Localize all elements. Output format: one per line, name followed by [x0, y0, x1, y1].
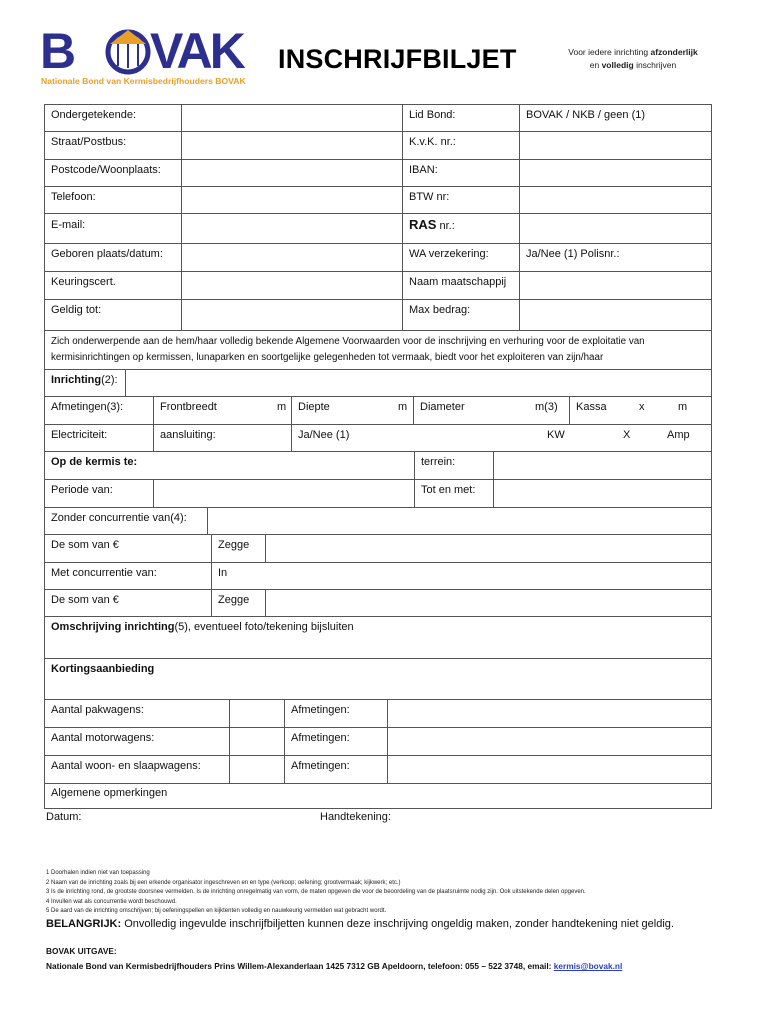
label-postcode: Postcode/Woonplaats: — [51, 164, 161, 176]
row-zonder-concurrentie — [44, 508, 712, 535]
row-ondertekening — [44, 809, 712, 829]
field-max-bedrag[interactable] — [520, 300, 712, 330]
field-postcode[interactable] — [182, 160, 402, 186]
footnote-3: 3 Is de inrichting rond, de grootste doorsnee vermelden. Is de inrichting onregelmatig van vorm, de maten opgeven die voor de beoordeling van de plaatsruimte nodig zijn. Ook uitstekende delen opgeven. — [46, 889, 586, 896]
svg-text:Nationale Bond van Kermisbedri: Nationale Bond van Kermisbedrijfhouders BOVAK — [41, 76, 246, 86]
label-afmetingen-woon: Afmetingen: — [291, 760, 350, 772]
field-woonwagens[interactable] — [230, 756, 284, 783]
publisher-info — [46, 944, 622, 974]
label-handtekening: Handtekening: — [320, 811, 391, 823]
label-ondergetekende: Ondergetekende: — [51, 109, 137, 121]
row-op-kermis — [44, 452, 712, 480]
unit-m-diepte: m — [398, 401, 408, 413]
label-ras: RAS nr.: — [409, 217, 455, 232]
row-electriciteit — [44, 425, 712, 452]
label-periode: Periode van: — [51, 484, 113, 496]
publisher-title: BOVAK UITGAVE: — [46, 946, 117, 956]
field-zonder-concurrentie[interactable] — [208, 508, 712, 534]
row-postcode — [44, 160, 712, 187]
unit-m-kassa: m — [678, 401, 688, 413]
row-inrichting — [44, 370, 712, 397]
amp-x: X — [623, 429, 631, 441]
label-aansluiting: aansluiting: — [160, 429, 216, 441]
label-afmetingen-pak: Afmetingen: — [291, 704, 350, 716]
label-max-bedrag: Max bedrag: — [409, 304, 471, 316]
field-kvk[interactable] — [520, 132, 712, 159]
row-som-2 — [44, 590, 712, 617]
field-ondergetekende[interactable] — [182, 105, 402, 131]
field-btw[interactable] — [520, 187, 712, 213]
field-terrein[interactable] — [494, 452, 712, 479]
field-iban[interactable] — [520, 160, 712, 186]
label-frontbreedt: Frontbreedt — [160, 401, 217, 413]
field-zegge-1[interactable] — [266, 535, 712, 562]
field-zegge-2[interactable] — [266, 590, 712, 616]
label-wa: WA verzekering: — [409, 248, 489, 260]
label-diameter: Diameter — [420, 401, 465, 413]
label-opmerkingen: Algemene opmerkingen — [51, 787, 168, 799]
label-zegge-2: Zegge — [218, 594, 250, 606]
svg-text:B: B — [40, 24, 75, 79]
label-tot-en-met: Tot en met: — [421, 484, 476, 496]
email-link[interactable]: kermis@bovak.nl — [553, 961, 623, 971]
footnotes — [46, 869, 586, 917]
label-btw: BTW nr: — [409, 191, 450, 203]
kassa-x: x — [639, 401, 645, 413]
unit-m-front: m — [277, 401, 287, 413]
field-motorwagens[interactable] — [230, 728, 284, 755]
field-afmetingen-motor[interactable] — [388, 728, 712, 755]
label-inrichting: Inrichting(2): — [51, 374, 118, 386]
footnote-5: 5 De aard van de inrichting omschrijven; bij oefeningspellen en kijktenten volledig en nauwkeurig vermelden wat gebracht wordt. — [46, 908, 387, 915]
instruction-note: Voor iedere inrichting afzonderlijk en volledig inschrijven — [568, 47, 698, 70]
label-in: In — [218, 567, 228, 579]
belangrijk-notice: BELANGRIJK: Onvolledig ingevulde inschrijfbiljetten kunnen deze inschrijving ongeldig maken, zonder handtekening niet geldig. — [46, 918, 674, 930]
row-met-concurrentie — [44, 563, 712, 590]
field-maatschappij[interactable] — [520, 272, 712, 299]
row-omschrijving — [44, 617, 712, 659]
label-datum: Datum: — [46, 811, 82, 823]
field-afmetingen-woon[interactable] — [388, 756, 712, 783]
label-met-concurrentie: Met concurrentie van: — [51, 567, 157, 579]
field-geldig[interactable] — [182, 300, 402, 330]
field-geboren[interactable] — [182, 244, 402, 271]
publisher-address: Nationale Bond van Kermisbedrijfhouders Prins Willem-Alexanderlaan 1425 7312 GB Apeldoorn, telefoon: 055 – 522 3748, email: kermis@bovak.nl — [46, 961, 623, 971]
field-email[interactable] — [182, 214, 402, 243]
field-ras[interactable] — [520, 214, 712, 243]
page-title: INSCHRIJFBILJET — [278, 44, 517, 74]
label-telefoon: Telefoon: — [51, 191, 96, 203]
row-email — [44, 214, 712, 244]
label-woonwagens: Aantal woon- en slaapwagens: — [51, 760, 201, 772]
row-periode — [44, 480, 712, 508]
label-diepte: Diepte — [298, 401, 330, 413]
svg-text:VAK: VAK — [150, 24, 243, 79]
row-voorwaarden — [44, 331, 712, 370]
field-telefoon[interactable] — [182, 187, 402, 213]
row-motorwagens — [44, 728, 712, 756]
label-zonder-concurrentie: Zonder concurrentie van(4): — [51, 512, 187, 524]
field-aansluiting-janee[interactable]: Ja/Nee (1) — [298, 429, 350, 441]
label-omschrijving: Omschrijving inrichting(5), eventueel foto/tekening bijsluiten — [51, 621, 354, 633]
row-geboren — [44, 244, 712, 272]
label-keuring: Keuringscert. — [51, 276, 116, 288]
row-afmetingen — [44, 397, 712, 425]
field-keuring[interactable] — [182, 272, 402, 299]
row-korting — [44, 659, 712, 700]
bovak-logo — [40, 24, 272, 88]
label-kvk: K.v.K. nr.: — [409, 136, 456, 148]
field-kermis[interactable] — [165, 452, 409, 479]
label-zegge-1: Zegge — [218, 539, 250, 551]
field-polis[interactable]: Ja/Nee (1) Polisnr.: — [526, 248, 620, 260]
field-inrichting[interactable] — [126, 370, 712, 396]
row-woonwagens — [44, 756, 712, 784]
field-pakwagens[interactable] — [230, 700, 284, 727]
unit-kw: KW — [547, 429, 565, 441]
unit-m-diameter: m(3) — [535, 401, 558, 413]
label-motorwagens: Aantal motorwagens: — [51, 732, 155, 744]
row-som-1 — [44, 535, 712, 563]
label-geboren: Geboren plaats/datum: — [51, 248, 163, 260]
label-korting: Kortingsaanbieding — [51, 663, 155, 675]
bond-options[interactable]: BOVAK / NKB / geen (1) — [526, 109, 646, 121]
footnote-1: 1 Doorhalen indien niet van toepassing — [46, 870, 150, 876]
field-periode-van[interactable] — [154, 480, 414, 507]
row-ondergetekende — [44, 104, 712, 132]
label-op-kermis: Op de kermis te: — [51, 456, 138, 468]
row-geldig — [44, 300, 712, 331]
label-lid-bond: Lid Bond: — [409, 109, 456, 121]
label-pakwagens: Aantal pakwagens: — [51, 704, 144, 716]
field-tot-en-met[interactable] — [494, 480, 712, 507]
carousel-icon — [108, 30, 148, 72]
row-opmerkingen — [44, 784, 712, 809]
row-keuring — [44, 272, 712, 300]
unit-amp: Amp — [667, 429, 690, 441]
field-afmetingen-pak[interactable] — [388, 700, 712, 727]
label-electriciteit: Electriciteit: — [51, 429, 108, 441]
label-som-2: De som van € — [51, 594, 119, 606]
voorwaarden-text: Zich onderwerpende aan de hem/haar volledig bekende Algemene Voorwaarden voor de inschrijving en verhuring voor de exploitatie van kermisinrichtingen op kermissen, lunaparken en soortgelijke gelegenheden tot vermaak, biedt voor het exploiteren van zijn/haar — [51, 336, 645, 363]
label-straat: Straat/Postbus: — [51, 136, 127, 148]
label-maatschappij: Naam maatschappij — [409, 276, 507, 288]
row-straat — [44, 132, 712, 160]
label-afmetingen: Afmetingen(3): — [51, 401, 124, 413]
row-telefoon — [44, 187, 712, 214]
label-iban: IBAN: — [409, 164, 438, 176]
label-geldig: Geldig tot: — [51, 304, 102, 316]
label-terrein: terrein: — [421, 456, 456, 468]
registration-form — [44, 104, 712, 829]
footnote-2: 2 Naam van de inrichting zoals bij een erkende organisator ingeschreven en en type (verkoop; oefening; grootvermaak; kijkwerk; etc.) — [46, 879, 401, 886]
label-som-1: De som van € — [51, 539, 119, 551]
label-afmetingen-motor: Afmetingen: — [291, 732, 350, 744]
label-kassa: Kassa — [576, 401, 607, 413]
label-email: E-mail: — [51, 219, 86, 231]
row-pakwagens — [44, 700, 712, 728]
footnote-4: 4 Invullen wat als concurrentie wordt beschouwd. — [46, 898, 177, 905]
field-straat[interactable] — [182, 132, 402, 159]
